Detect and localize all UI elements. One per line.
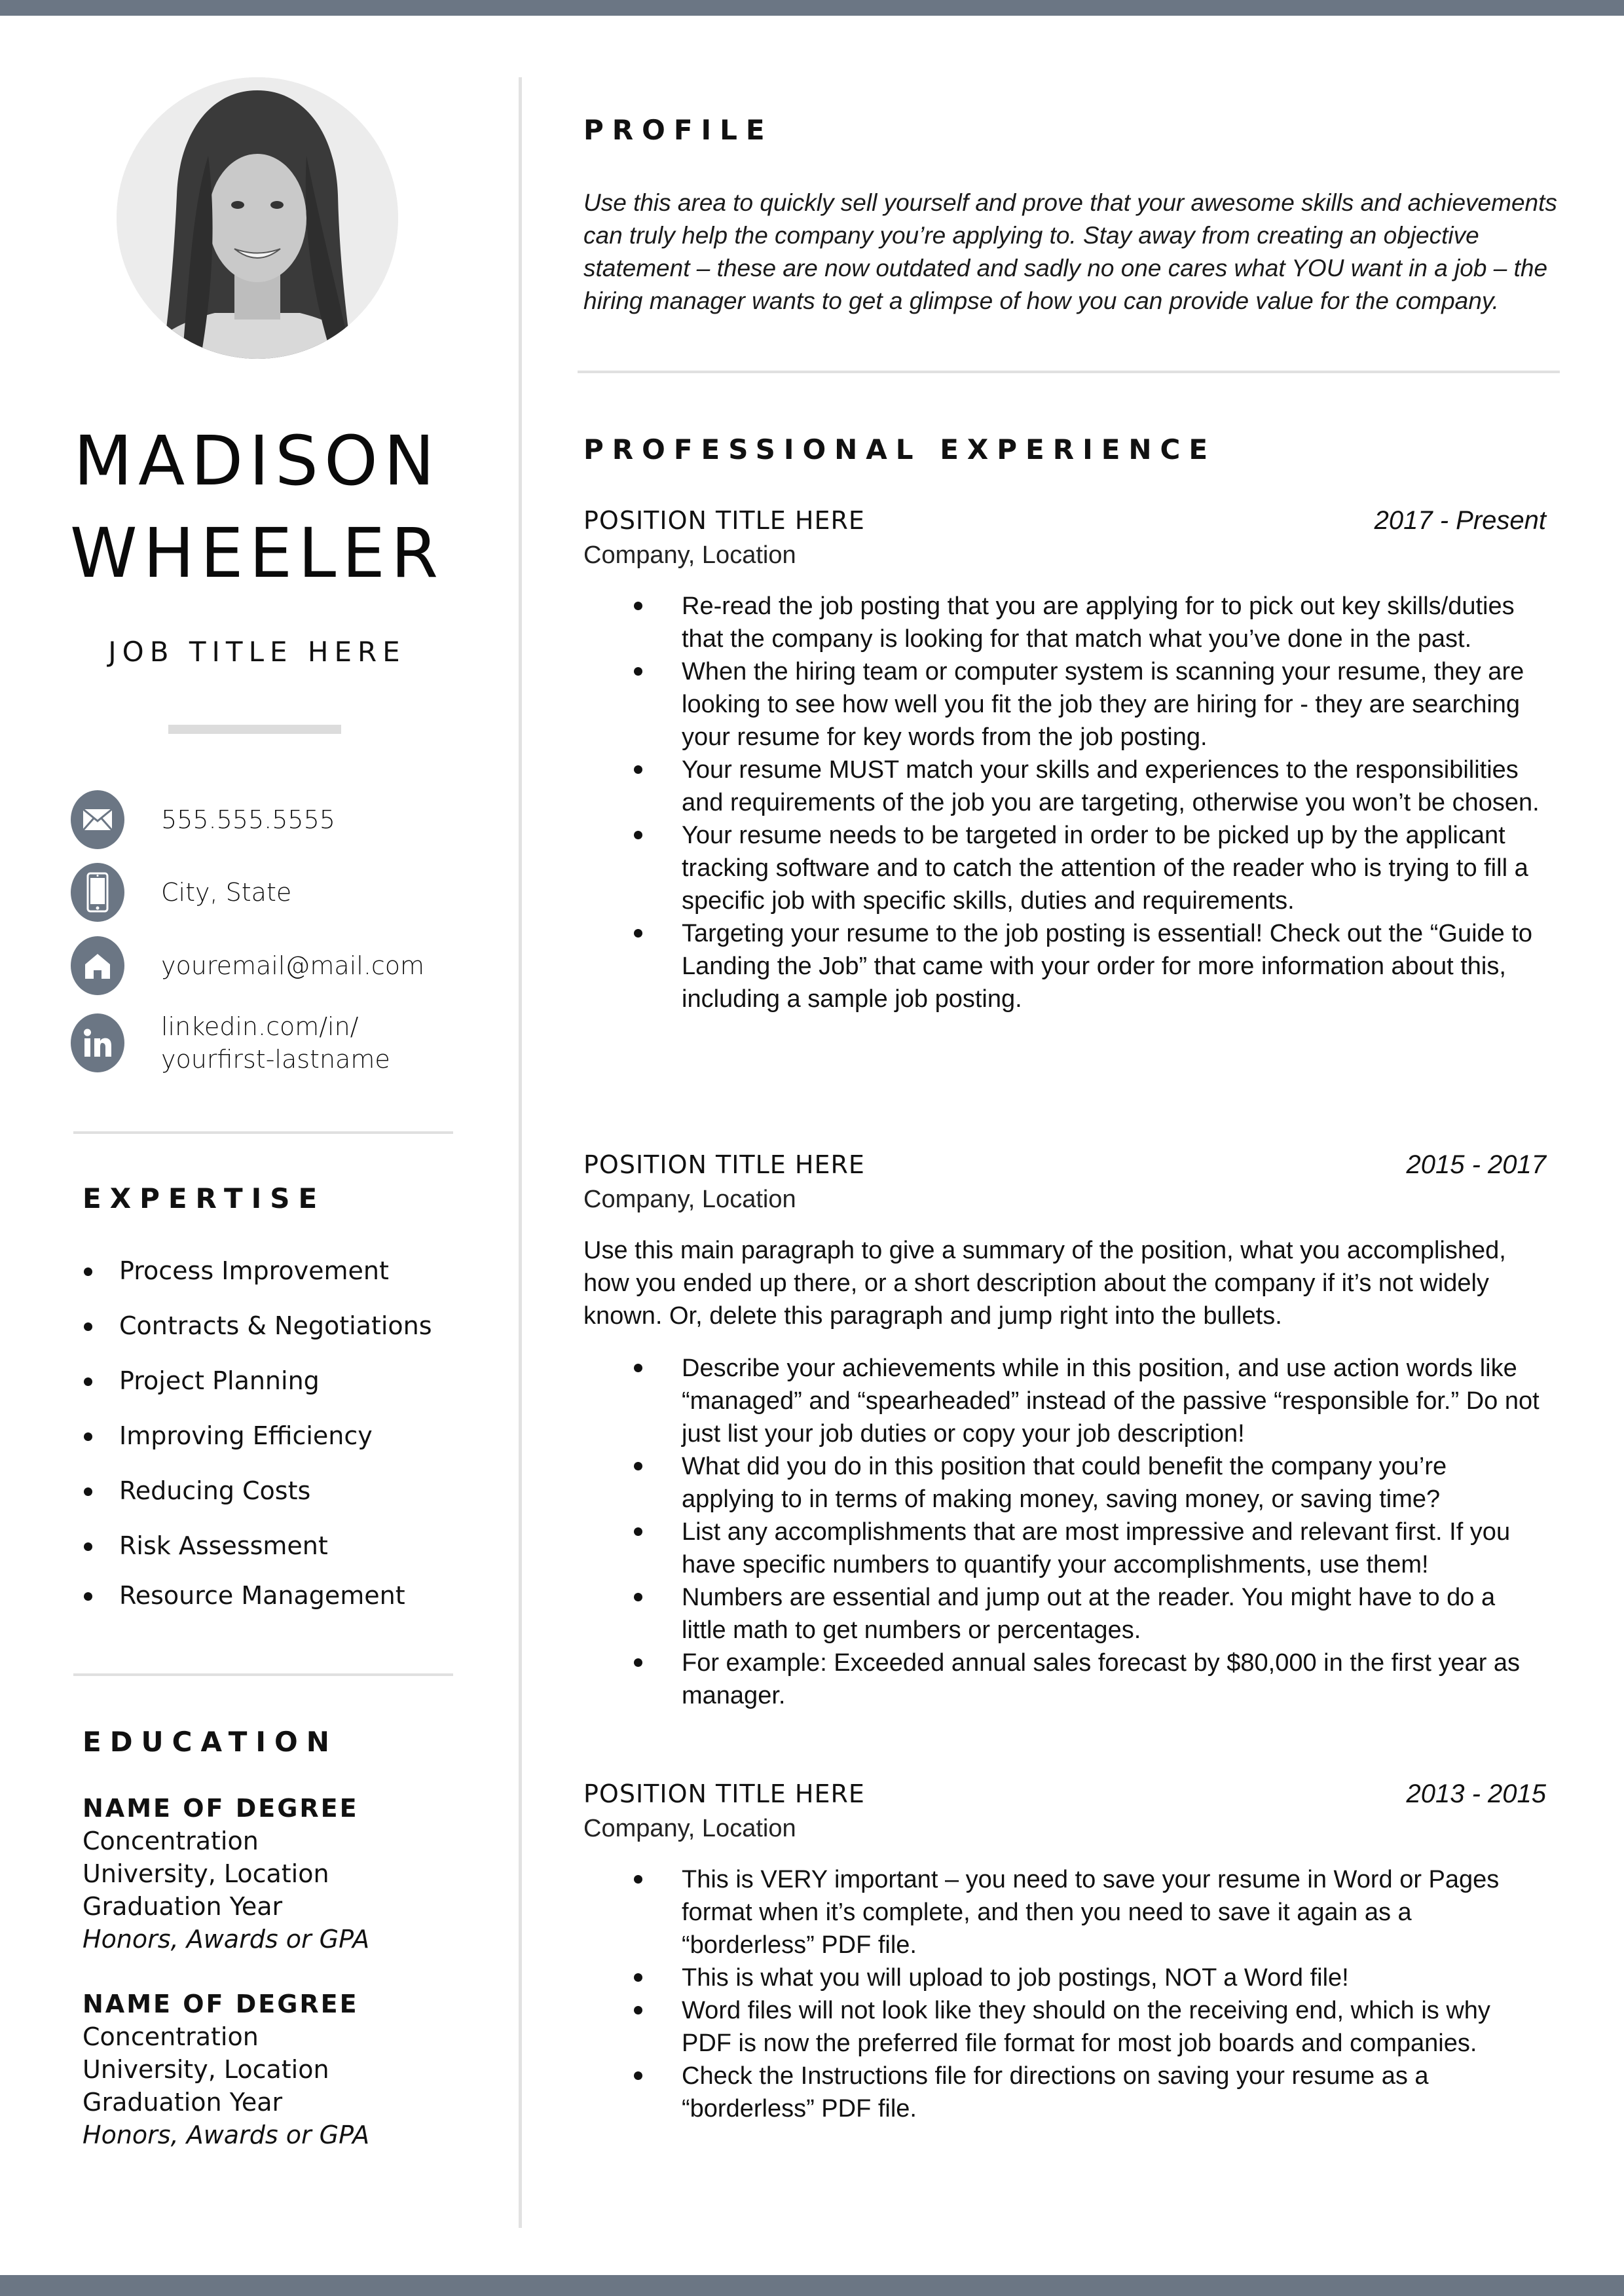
top-accent-bar — [0, 0, 1624, 16]
contact-location — [71, 863, 291, 922]
contact-location-text: City, State — [161, 878, 292, 907]
linkedin-line-2: yourfirst-lastname — [161, 1045, 390, 1074]
job-bullet: This is what you will upload to job postings, NOT a Word file! — [583, 1961, 1546, 1994]
degree-honors: Honors, Awards or GPA — [83, 1925, 370, 1954]
degree-university: University, Location — [83, 1859, 329, 1888]
job-dates: 2017 - Present — [1374, 506, 1546, 535]
degree-honors: Honors, Awards or GPA — [83, 2121, 370, 2149]
expertise-item: Process Improvement — [83, 1258, 432, 1283]
profile-heading: PROFILE — [583, 114, 773, 146]
contact-email — [71, 936, 424, 995]
expertise-item: Reducing Costs — [83, 1478, 432, 1503]
linkedin-line-1: linkedin.com/in/ — [161, 1012, 359, 1041]
job-company: Company, Location — [583, 541, 796, 569]
degree-concentration: Concentration — [83, 1827, 259, 1855]
job-dates: 2013 - 2015 — [1406, 1779, 1546, 1808]
expertise-item: Resource Management — [83, 1583, 432, 1608]
job-entry — [583, 506, 1546, 1015]
job-entry — [583, 1779, 1546, 2125]
linkedin-icon — [71, 1013, 124, 1072]
job-bullet: Check the Instructions file for directions on saving your resume as a “borderless” PDF file. — [583, 2060, 1546, 2125]
mobile-phone-icon — [71, 863, 124, 922]
contact-email-text[interactable]: youremail@mail.com — [161, 951, 425, 980]
education-heading: EDUCATION — [83, 1726, 338, 1758]
contact-phone-text[interactable]: 555.555.5555 — [161, 805, 335, 834]
profile-separator — [578, 371, 1560, 373]
job-bullet: Your resume MUST match your skills and experiences to the responsibilities and requirements of the job you are targeting, otherwise you won’t be chosen. — [583, 754, 1546, 819]
envelope-icon — [71, 790, 124, 849]
job-bullet: Re-read the job posting that you are applying for to pick out key skills/duties that the company is looking for that match what you’ve done in the past. — [583, 590, 1546, 655]
column-divider — [519, 77, 522, 2228]
job-company: Company, Location — [583, 1815, 796, 1842]
degree-name: NAME OF DEGREE — [83, 1990, 359, 2018]
portrait-image — [117, 77, 398, 359]
contact-linkedin-text[interactable] — [161, 1010, 390, 1076]
job-bullet: Your resume needs to be targeted in order to be picked up by the applicant tracking software and to catch the attention of the reader who is trying to fill a specific job with specific skills, duties and requirements. — [583, 819, 1546, 917]
job-title: POSITION TITLE HERE — [583, 1779, 865, 1808]
degree-year: Graduation Year — [83, 1892, 283, 1921]
home-icon — [71, 936, 124, 995]
job-bullet: Word files will not look like they should on the receiving end, which is why PDF is now the preferred file format for most job boards and companies. — [583, 1994, 1546, 2060]
profile-summary: Use this area to quickly sell yourself and prove that your awesome skills and achievements can truly help the company you’re applying to. Stay away from creating an objective statement – these are now outdated and sadly no one cares what YOU want in a job – the hiring manager wants to get a glimpse of how you can provide value for the company. — [583, 189, 1557, 314]
expertise-item: Project Planning — [83, 1368, 432, 1393]
education-entry — [83, 1792, 369, 1956]
job-company: Company, Location — [583, 1186, 796, 1213]
degree-name: NAME OF DEGREE — [83, 1794, 359, 1823]
job-bullet: Describe your achievements while in this position, and use action words like “managed” and “spearheaded” instead of the passive “responsible for.” Do not just list your job duties or copy your job description! — [583, 1352, 1546, 1450]
job-bullet: When the hiring team or computer system is scanning your resume, they are looking to see how well you fit the job they are hiring for - they are searching your resume for key words from the job posting. — [583, 655, 1546, 754]
degree-university: University, Location — [83, 2055, 329, 2084]
job-bullet: List any accomplishments that are most impressive and relevant first. If you have specific numbers to quantify your accomplishments, use them! — [583, 1516, 1546, 1581]
expertise-list — [83, 1258, 432, 1638]
expertise-item: Contracts & Negotiations — [83, 1313, 432, 1338]
expertise-item: Improving Efficiency — [83, 1423, 432, 1448]
job-bullet: This is VERY important – you need to save your resume in Word or Pages format when it’s complete, and then you need to save it again as a “borderless” PDF file. — [583, 1863, 1546, 1961]
job-entry — [583, 1150, 1546, 1712]
expertise-heading: EXPERTISE — [83, 1182, 326, 1214]
degree-year: Graduation Year — [83, 2088, 283, 2117]
job-bullet: For example: Exceeded annual sales forecast by $80,000 in the first year as manager. — [583, 1647, 1546, 1712]
job-bullets — [583, 590, 1546, 1015]
job-title: POSITION TITLE HERE — [583, 506, 865, 535]
job-bullet: Targeting your resume to the job posting is essential! Check out the “Guide to Landing the Job” that came with your order for more information about this, including a sample job posting. — [583, 917, 1546, 1015]
experience-heading: PROFESSIONAL EXPERIENCE — [583, 433, 1217, 465]
contact-linkedin — [71, 1013, 390, 1072]
candidate-last-name: WHEELER — [69, 513, 445, 593]
expertise-item: Risk Assessment — [83, 1533, 432, 1558]
degree-concentration: Concentration — [83, 2022, 259, 2051]
bottom-accent-bar — [0, 2275, 1624, 2296]
title-underline — [168, 725, 341, 734]
job-bullet: What did you do in this position that could benefit the company you’re applying to in terms of making money, saving money, or saving time? — [583, 1450, 1546, 1516]
candidate-first-name: MADISON — [73, 421, 441, 501]
job-summary: Use this main paragraph to give a summary of the position, what you accomplished, how you ended up there, or a short description about the company if it’s not widely known. Or, delete this paragraph and jump right into the bullets. — [583, 1237, 1506, 1330]
profile-photo — [117, 77, 398, 359]
education-entry — [83, 1988, 369, 2151]
sidebar-separator — [73, 1673, 453, 1676]
job-title: POSITION TITLE HERE — [583, 1150, 865, 1179]
job-bullets — [583, 1352, 1546, 1712]
job-bullet: Numbers are essential and jump out at the reader. You might have to do a little math to get numbers or percentages. — [583, 1581, 1546, 1647]
candidate-job-title: JOB TITLE HERE — [108, 636, 406, 668]
job-bullets — [583, 1863, 1546, 2125]
contact-phone — [71, 790, 335, 849]
job-dates: 2015 - 2017 — [1406, 1150, 1546, 1179]
sidebar-separator — [73, 1131, 453, 1134]
